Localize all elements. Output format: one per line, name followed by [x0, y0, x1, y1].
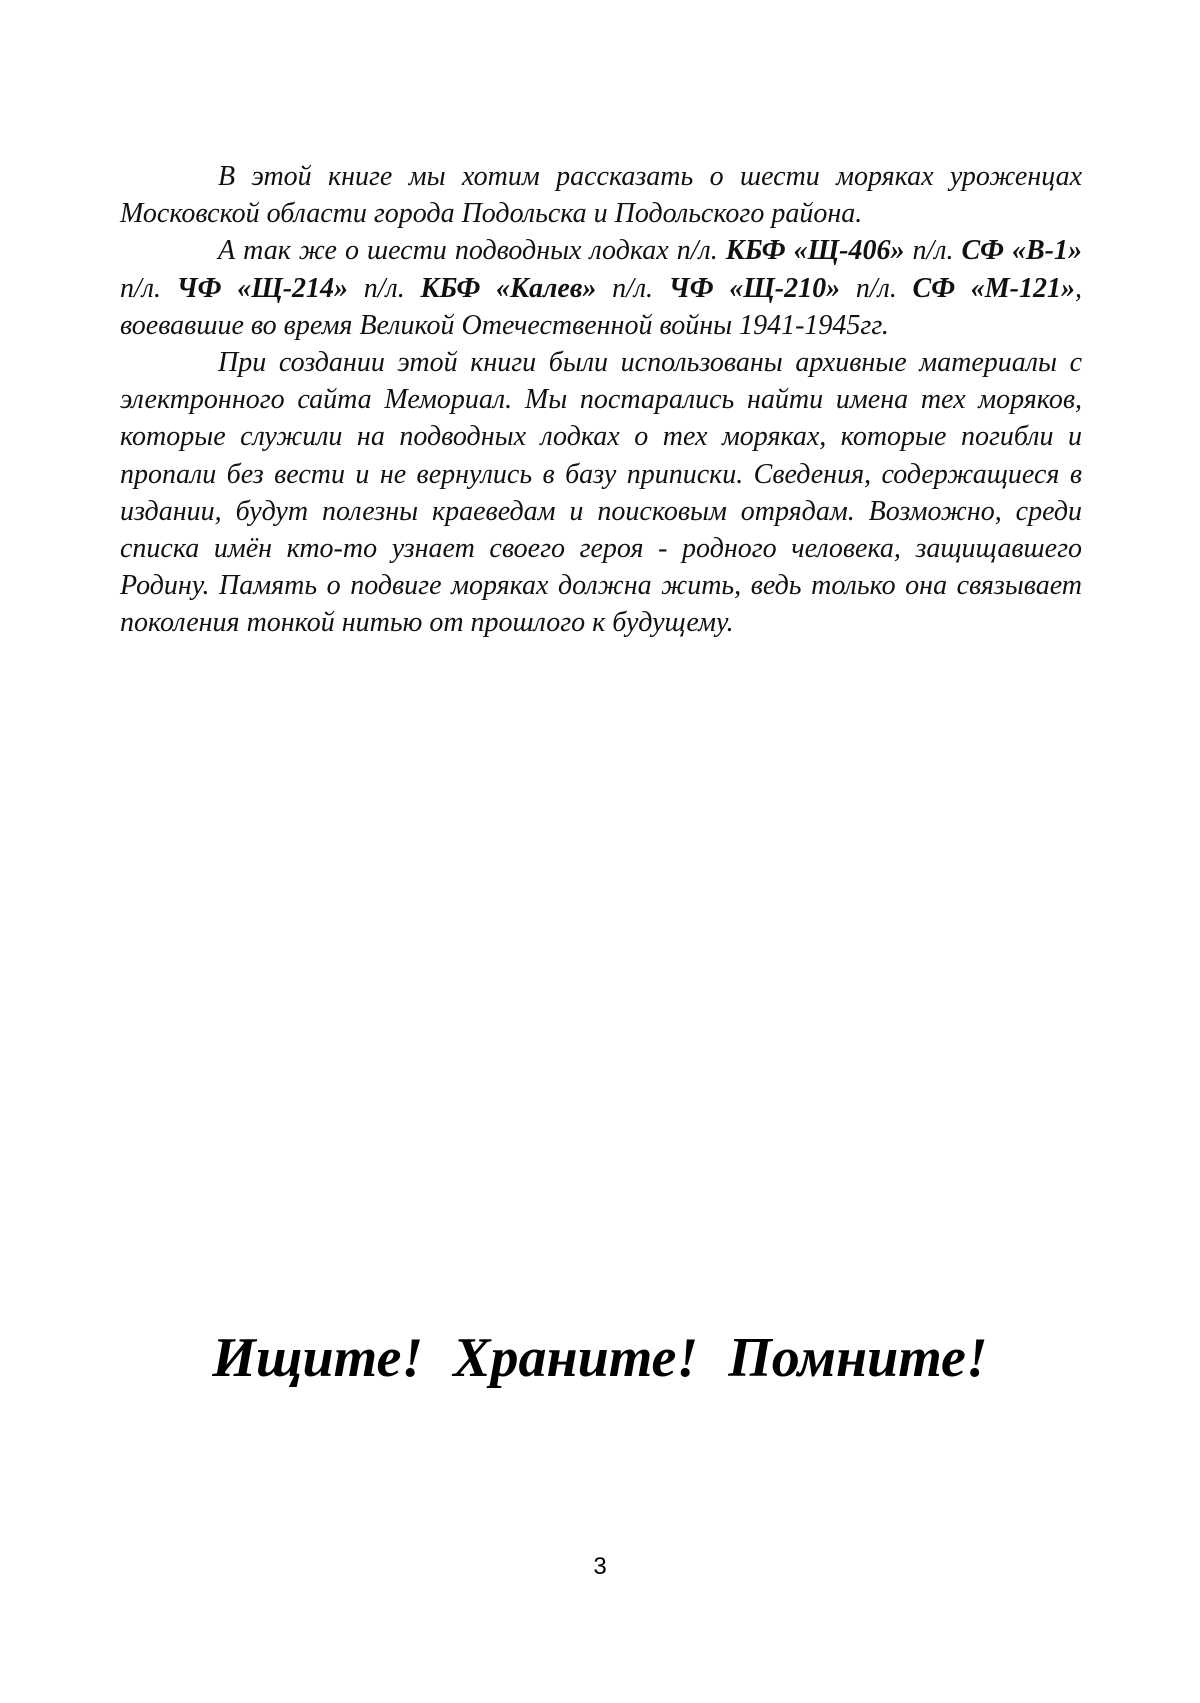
submarine-name: ЧФ «Щ-210» [668, 272, 841, 304]
submarine-name: ЧФ «Щ-214» [176, 272, 349, 304]
page-number: 3 [593, 1553, 607, 1580]
motto-heading [0, 1324, 1200, 1392]
paragraph-submarines [120, 232, 1082, 344]
submarine-name: СФ «В-1» [961, 235, 1082, 267]
motto-word-keep: Храните! [453, 1327, 699, 1389]
paragraph-intro: В этой книге мы хотим рассказать о шести моряках уроженцах Московской области города Подольска и Подольского района. [120, 161, 1082, 230]
boat-prefix: п/л. [840, 272, 913, 304]
motto-word-search: Ищите! [212, 1327, 424, 1389]
boat-prefix: п/л. [120, 272, 177, 304]
motto-word-remember: Помните! [728, 1327, 988, 1389]
boat-prefix: п/л. [904, 235, 962, 267]
boat-prefix: п/л. [676, 235, 726, 267]
foreword-text [120, 158, 1082, 642]
submarines-intro: А так же о шести подводных лодках [218, 235, 677, 267]
boat-prefix: п/л. [348, 272, 421, 304]
submarine-name: КБФ «Калев» [420, 272, 597, 304]
submarine-name: КБФ «Щ-406» [725, 235, 905, 267]
submarine-name: СФ «М-121» [912, 272, 1075, 304]
submarines-outro: , воевавшие во время Великой Отечественной войны 1941-1945гг. [120, 272, 1082, 341]
paragraph-sources: При создании этой книги были использованы архивные материалы с электронного сайта Мемориал. Мы постарались найти имена тех моряков, которые служили на подводных лодках о тех моряках, которые погибли и пропали без вести и не вернулись в базу приписки. Сведения, содержащиеся в издании, будут полезны краеведам и поисковым отрядам. Возможно, среди списка имён кто-то узнает своего героя - родного человека, защищавшего Родину. Память о подвиге моряках должна жить, ведь только она связывает поколения тонкой нитью от прошлого к будущему. [120, 347, 1082, 639]
boat-prefix: п/л. [596, 272, 669, 304]
